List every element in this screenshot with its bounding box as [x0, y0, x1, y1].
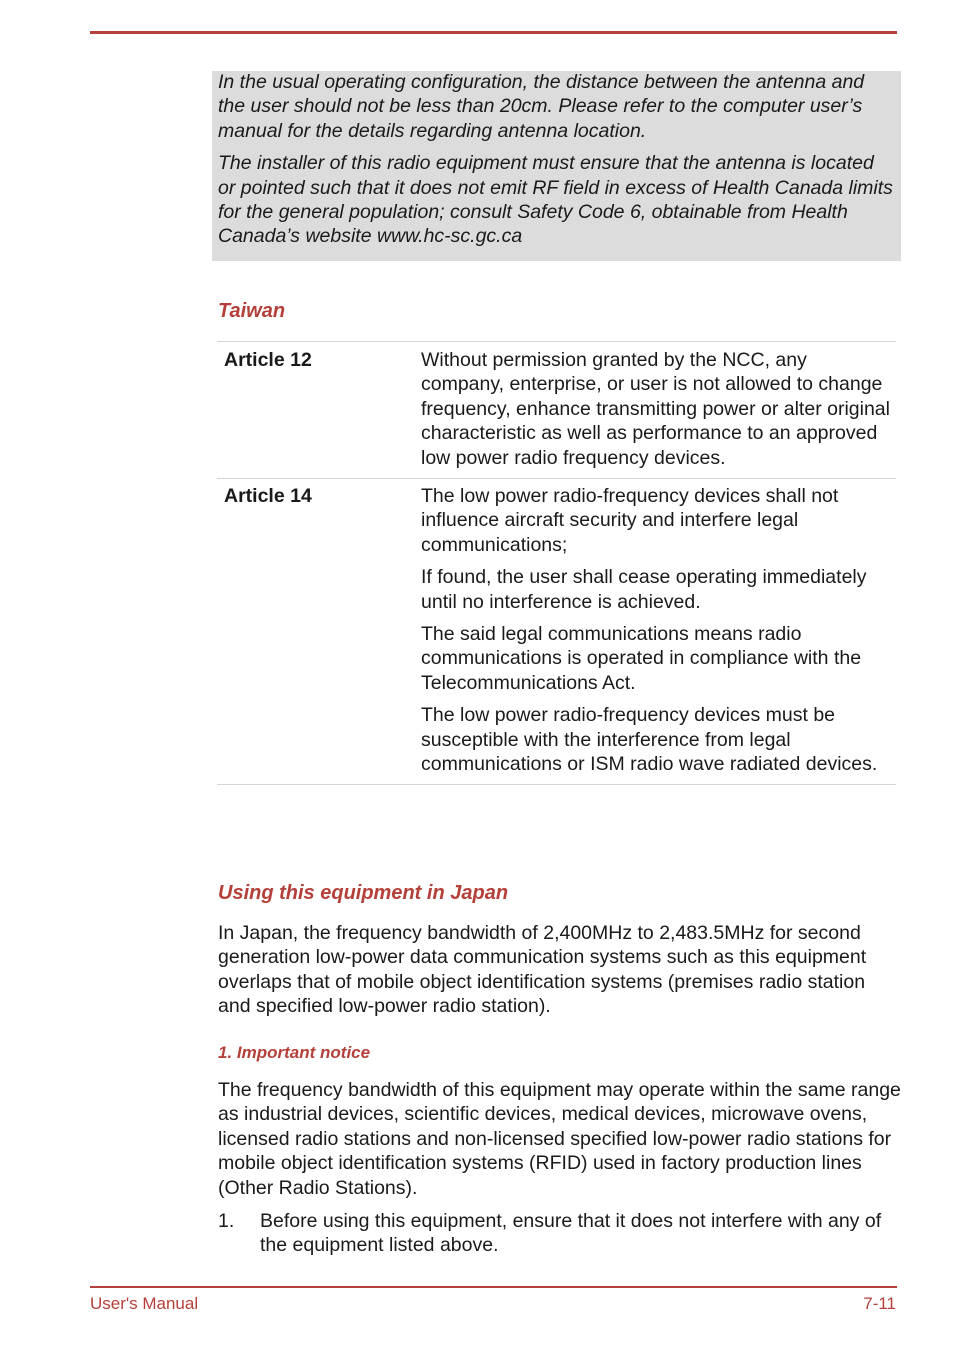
footer-manual-title: User's Manual — [90, 1294, 199, 1313]
table-row — [217, 342, 896, 479]
article-paragraph: The low power radio-frequency devices must be susceptible with the interference from legal communications or ISM radio wave radiated devices. — [421, 704, 878, 776]
article-label: Article 12 — [224, 349, 312, 371]
article-paragraph: Without permission granted by the NCC, any company, enterprise, or user is not allowed to change frequency, enhance transmitting power or alter original characteristic as well as performance to an approved low power radio frequency devices. — [421, 349, 890, 469]
japan-paragraph: In Japan, the frequency bandwidth of 2,400MHz to 2,483.5MHz for second generation low-power data communication systems such as this equipment overlaps that of mobile object identification systems (premises radio station and specified low-power radio station). — [218, 922, 867, 1018]
article-text — [421, 342, 896, 479]
note-box — [212, 71, 901, 261]
section-heading-taiwan: Taiwan — [218, 300, 286, 322]
article-text — [421, 479, 896, 784]
list-item-text: Before using this equipment, ensure that it does not interfere with any of the equipment listed above. — [260, 1210, 882, 1257]
subheading-important-notice: 1. Important notice — [218, 1043, 371, 1062]
note-paragraph: The installer of this radio equipment must ensure that the antenna is located or pointed such that it does not emit RF field in excess of Health Canada limits for the general population; consult Safety Code 6, obtainable from Health Canada’s website www.hc-sc.gc.ca — [218, 152, 893, 248]
list-item-number: 1. — [218, 1210, 235, 1232]
footer-rule — [90, 1286, 897, 1288]
table-row — [217, 479, 896, 784]
note-paragraph: In the usual operating configuration, the distance between the antenna and the user should not be less than 20cm. Please refer to the computer user’s manual for the details regarding antenna location. — [218, 71, 865, 142]
header-rule — [90, 31, 897, 34]
article-paragraph: If found, the user shall cease operating immediately until no interference is achieved. — [421, 566, 867, 613]
article-table — [217, 341, 896, 785]
article-label: Article 14 — [224, 485, 312, 508]
article-paragraph: The low power radio-frequency devices shall not influence aircraft security and interfere legal communications; — [421, 485, 839, 556]
section-heading-japan: Using this equipment in Japan — [218, 882, 509, 904]
article-paragraph: The said legal communications means radio communications is operated in compliance with the Telecommunications Act. — [421, 623, 862, 694]
notice-paragraph: The frequency bandwidth of this equipment may operate within the same range as industrial devices, scientific devices, medical devices, microwave ovens, licensed radio stations and non-licensed specified low-power radio stations for mobile object identification systems (RFID) used in factory production lines (Other Radio Stations). — [218, 1079, 901, 1199]
footer-page-number: 7-11 — [863, 1294, 896, 1313]
